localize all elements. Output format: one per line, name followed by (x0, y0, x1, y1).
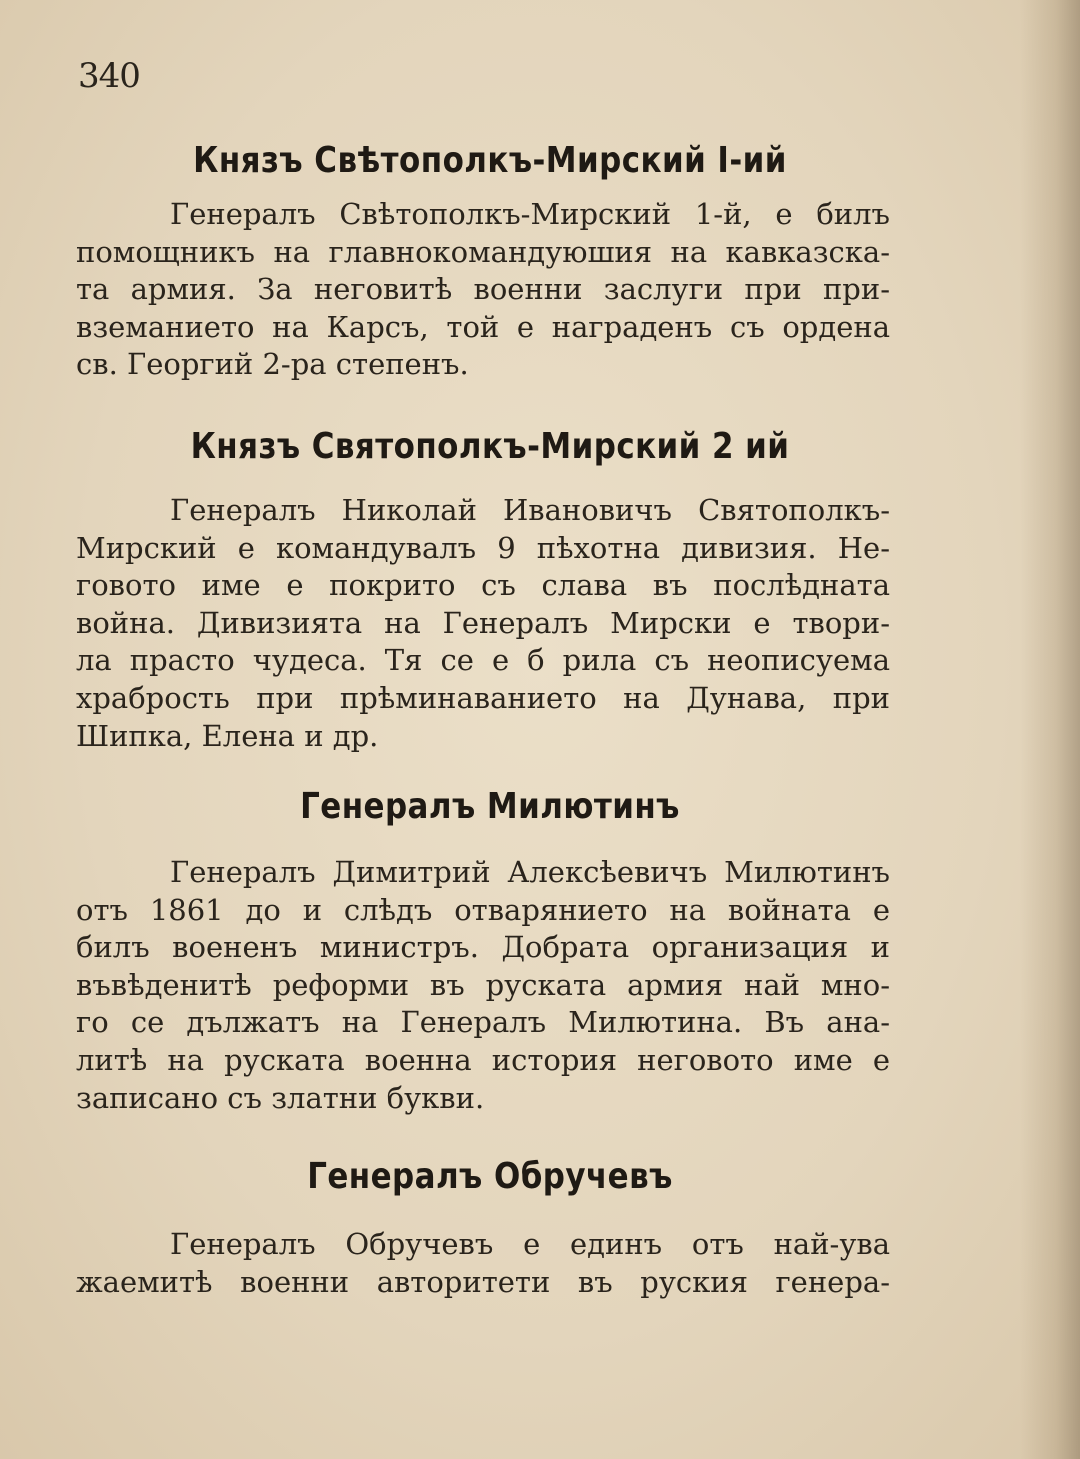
text-line: Генералъ Свѣтополкъ-Мирский 1-й, е билъ (170, 197, 890, 231)
text-line: билъ воененъ министръ. Добрата организация и (76, 930, 890, 965)
page-edge-shadow (1020, 0, 1080, 1459)
text-line: говото име е покрито съ слава въ послѣдната (76, 568, 890, 603)
text-line: жаемитѣ военни авторитети въ руския генера- (76, 1264, 890, 1299)
text-line: храбрость при прѣминаванието на Дунава, при (76, 680, 890, 715)
text-line: св. Георгий 2-ра степенъ. (76, 347, 469, 382)
text-line: го се дължатъ на Генералъ Милютина. Въ ана- (76, 1005, 890, 1040)
section-paragraph-milyutin (76, 854, 890, 1117)
section-heading-svetopolk-mirsky-1: Князъ Свѣтополкъ-Мирский I-ий (193, 140, 787, 181)
text-line: отъ 1861 до и слѣдъ отварянието на войната е (76, 892, 890, 927)
text-line: въвѣденитѣ реформи въ руската армия най мно- (76, 967, 890, 1002)
section-paragraph-svetopolk-mirsky-1 (76, 196, 890, 384)
text-line: помощникъ на главнокомандуюшия на кавказска- (76, 234, 890, 269)
section-paragraph-obruchev (76, 1226, 890, 1301)
text-line: Генералъ Обручевъ е единъ отъ най-ува (170, 1227, 890, 1261)
text-line: Шипка, Елена и др. (76, 718, 379, 753)
section-heading-svetopolk-mirsky-2: Князъ Святополкъ-Мирский 2 ий (190, 426, 790, 467)
text-line: литѣ на руската военна история неговото име е (76, 1042, 890, 1077)
section-paragraph-svetopolk-mirsky-2 (76, 492, 890, 755)
section-heading-obruchev: Генералъ Обручевъ (307, 1156, 673, 1197)
text-line: записано съ златни букви. (76, 1080, 485, 1115)
section-heading-milyutin: Генералъ Милютинъ (300, 786, 680, 827)
text-line: та армия. За неговитѣ военни заслуги при при- (76, 272, 890, 307)
text-line: ла прасто чудеса. Тя се е б рила съ неописуема (76, 643, 890, 678)
page-number: 340 (78, 56, 140, 96)
text-line: Мирский е командувалъ 9 пѣхотна дивизия. Не- (76, 530, 890, 565)
text-line: вземанието на Карсъ, той е награденъ съ ордена (76, 309, 890, 344)
text-line: война. Дивизията на Генералъ Мирски е твори- (76, 605, 890, 640)
text-line: Генералъ Димитрий Алексѣевичъ Милютинъ (170, 855, 890, 889)
text-line: Генералъ Николай Ивановичъ Святополкъ- (170, 493, 890, 527)
